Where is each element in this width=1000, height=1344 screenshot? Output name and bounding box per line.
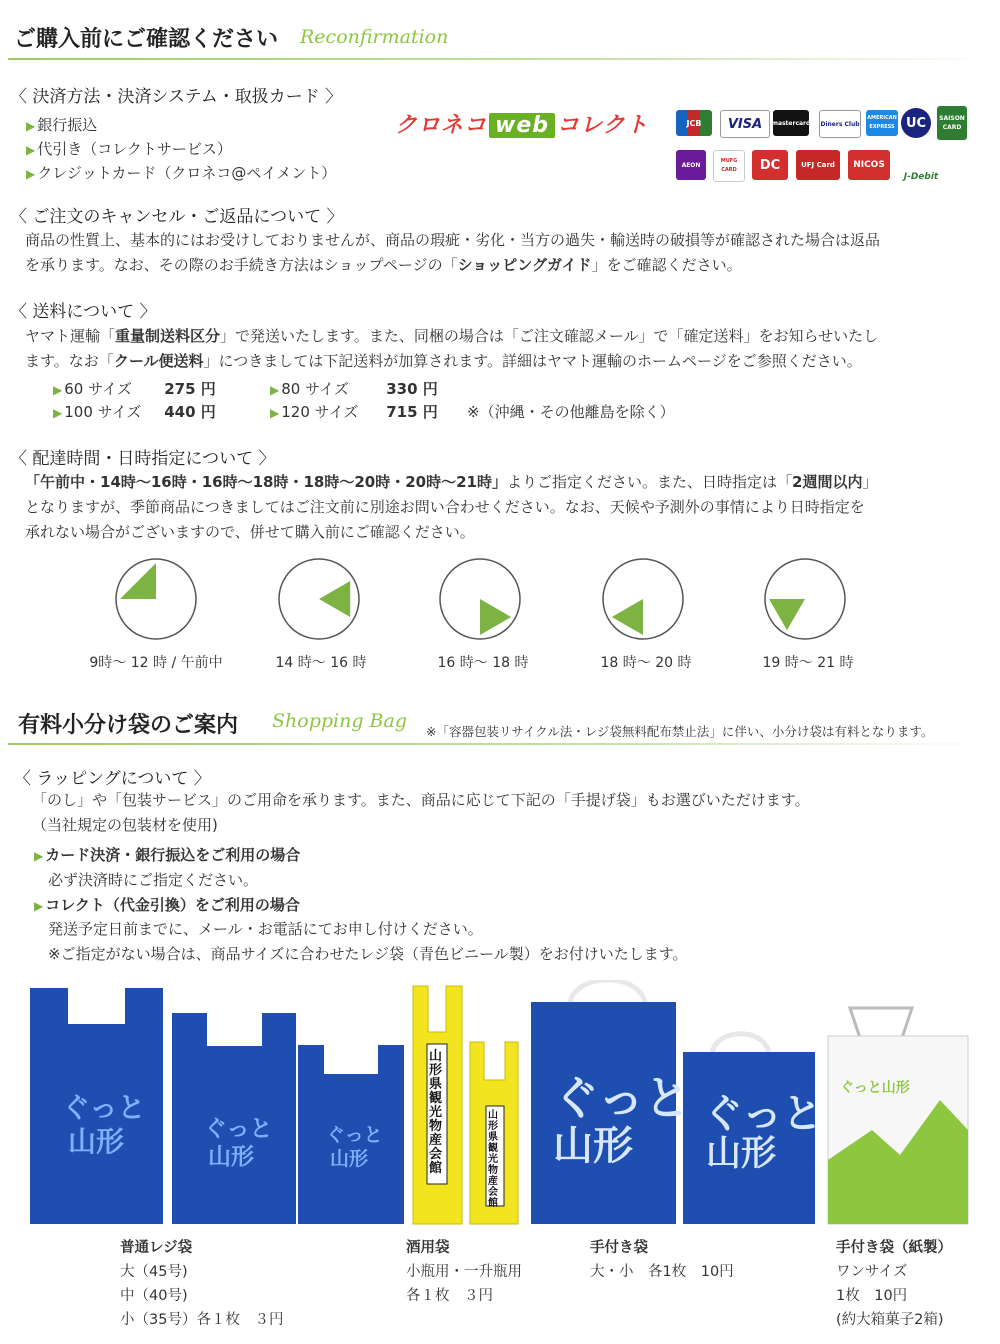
bag-logo: ぐっと [62,1091,146,1124]
triangle-bullet-icon: ▶ [26,167,36,181]
triangle-bullet-icon: ▶ [34,849,44,863]
delivery-text: 「午前中・14時〜16時・16時〜18時・18時〜20時・20時〜21時」よりご指定ください。また、日時指定は「2週間以内」 となりますが、季節商品につきましてはご注文前に別途お問い合わせください。なお、天候や予測外の事情により日時指定を 承れない場合がございますので、併せて購入前にご確認ください。 [25,473,878,541]
bag-logo: 山形 [553,1123,633,1169]
mastercard-logo: mastercard [773,110,809,136]
triangle-bullet-icon: ▶ [26,119,36,133]
amex-logo: AMERICAN EXPRESS [866,110,898,136]
caption-sake-bag: 酒用袋 小瓶用・一升瓶用 各１枚 ３円 [406,1240,522,1304]
triangle-bullet-icon: ▶ [53,406,63,420]
shipping-note: ※（沖縄・その他離島を除く） [467,403,675,421]
ufj-card-logo: UFJ Card [796,150,840,180]
kuroneko-web-collect-logo: クロネコ web コレクト [395,113,649,138]
section-title-en: Shopping Bag [272,710,407,732]
section-title-en: Reconfirmation [300,26,449,48]
triangle-bullet-icon: ▶ [34,899,44,913]
bag-logo: ぐっと [204,1116,273,1142]
dc-logo: DC [752,150,788,180]
payment-list [26,114,336,186]
nicos-logo: NICOS [848,150,890,180]
mufg-card-logo: MUFG CARD [713,150,745,182]
rate-100: ▶ 100 サイズ 440 円 [53,403,216,421]
cancel-heading: 〈 ご注文のキャンセル・ご返品について 〉 [10,207,344,227]
clock-label: 14 時〜 16 時 [275,655,367,671]
saison-card-logo: SAISON CARD [937,106,967,140]
shipping-text: ヤマト運輸「重量制送料区分」で発送いたします。また、同梱の場合は「ご注文確認メール」で「確定送料」をお知らせいたし ます。なお「クール便送料」につきましては下記送料が加算されます。詳細はヤマト運輸のホームページをご参照ください。 [25,327,879,370]
paper-bag-logo: ぐっと山形 [840,1080,910,1096]
payment-item: ▶ 銀行振込 [26,116,98,134]
payment-item: ▶ クレジットカード（クロネコ@ペイメント） [26,164,337,182]
clock-label: 16 時〜 18 時 [437,655,529,671]
payment-heading: 〈 決済方法・決済システム・取扱カード 〉 [10,87,343,107]
bag-logo: ぐっと [326,1124,383,1146]
triangle-bullet-icon: ▶ [53,383,63,397]
bag-logo: 山形 [330,1148,369,1170]
bag-logo: 山形 [706,1134,777,1174]
clock-icon [113,556,199,642]
wrapping-sub2-text: 発送予定日前までに、メール・お電話にてお申し付けください。 [48,920,483,938]
section-title-bags: 有料小分け袋のご案内 [18,712,239,738]
bag-logo: 山形 [208,1144,254,1170]
rate-80: ▶80 サイズ 330 円 [270,380,438,398]
bag-logo: ぐっと [703,1091,823,1137]
visa-logo: VISA [720,110,770,138]
j-debit-logo: J-Debit [900,148,942,182]
shipping-heading: 〈 送料について 〉 [10,302,157,322]
bag-logo: ぐっと [553,1071,691,1125]
wrapping-sub2-note: ※ご指定がない場合は、商品サイズに合わせたレジ袋（青色ビニール製）をお付けいたします。 [48,945,688,963]
divider [8,58,993,60]
bags-note: ※「容器包装リサイクル法・レジ袋無料配布禁止法」に伴い、小分け袋は有料となります。 [426,724,934,739]
clock-icon [276,556,362,642]
triangle-bullet-icon: ▶ [270,406,280,420]
triangle-bullet-icon: ▶ [26,143,36,157]
caption-regular-bag: 普通レジ袋 大（45号) 中（40号) 小（35号）各１枚 ３円 [120,1240,284,1328]
clock-label: 18 時〜 20 時 [600,655,692,671]
rate-60: ▶60 サイズ 275 円 [53,380,216,398]
clock-icon [437,556,523,642]
rate-120: ▶ 120 サイズ 715 円 [270,403,438,421]
yellow-bag-text: 山形県観光物産会館 [488,1110,498,1209]
clock-label: 9時〜 12 時 / 午前中 [89,655,223,671]
caption-handled-bag: 手付き袋 大・小 各1枚 10円 [590,1240,734,1280]
uc-logo: UC [901,108,931,138]
caption-paper-bag: 手付き袋（紙製） ワンサイズ 1枚 10円 (約大箱菓子2箱) [836,1240,952,1328]
wrapping-sub2: ▶ コレクト（代金引換）をご利用の場合 [34,896,300,914]
wrapping-sub1: ▶ カード決済・銀行振込をご利用の場合 [34,846,301,864]
clock-label: 19 時〜 21 時 [762,655,854,671]
aeon-logo: AEON [676,150,706,180]
payment-item: ▶ 代引き（コレクトサービス） [26,140,232,158]
delivery-heading: 〈 配達時間・日時指定について 〉 [10,449,276,469]
diners-club-logo: Diners Club [819,110,861,138]
divider [8,743,993,745]
wrapping-text: 「のし」や「包装サービス」のご用命を承ります。また、商品に応じて下記の「手提げ袋」もお選びいただけます。 （当社規定の包装材を使用) [32,791,810,834]
clock-icon [600,556,686,642]
section-title-confirm: ご購入前にご確認ください [14,26,279,52]
yellow-bag-text: 山形県観光物産会館 [429,1049,443,1176]
wrapping-sub1-text: 必ず決済時にご指定ください。 [48,871,259,889]
bag-logo: 山形 [68,1125,125,1158]
cancel-text: 商品の性質上、基本的にはお受けしておりませんが、商品の瑕疵・劣化・当方の過失・輸送時の破損等が確認された場合は返品 を承ります。なお、その際のお手続き方法はショップページの「ショッピングガイド」をご確認ください。 [25,231,881,274]
clock-icon [762,556,848,642]
wrapping-heading: 〈 ラッピングについて 〉 [14,769,211,789]
triangle-bullet-icon: ▶ [270,383,280,397]
jcb-logo: JCB [676,110,712,136]
